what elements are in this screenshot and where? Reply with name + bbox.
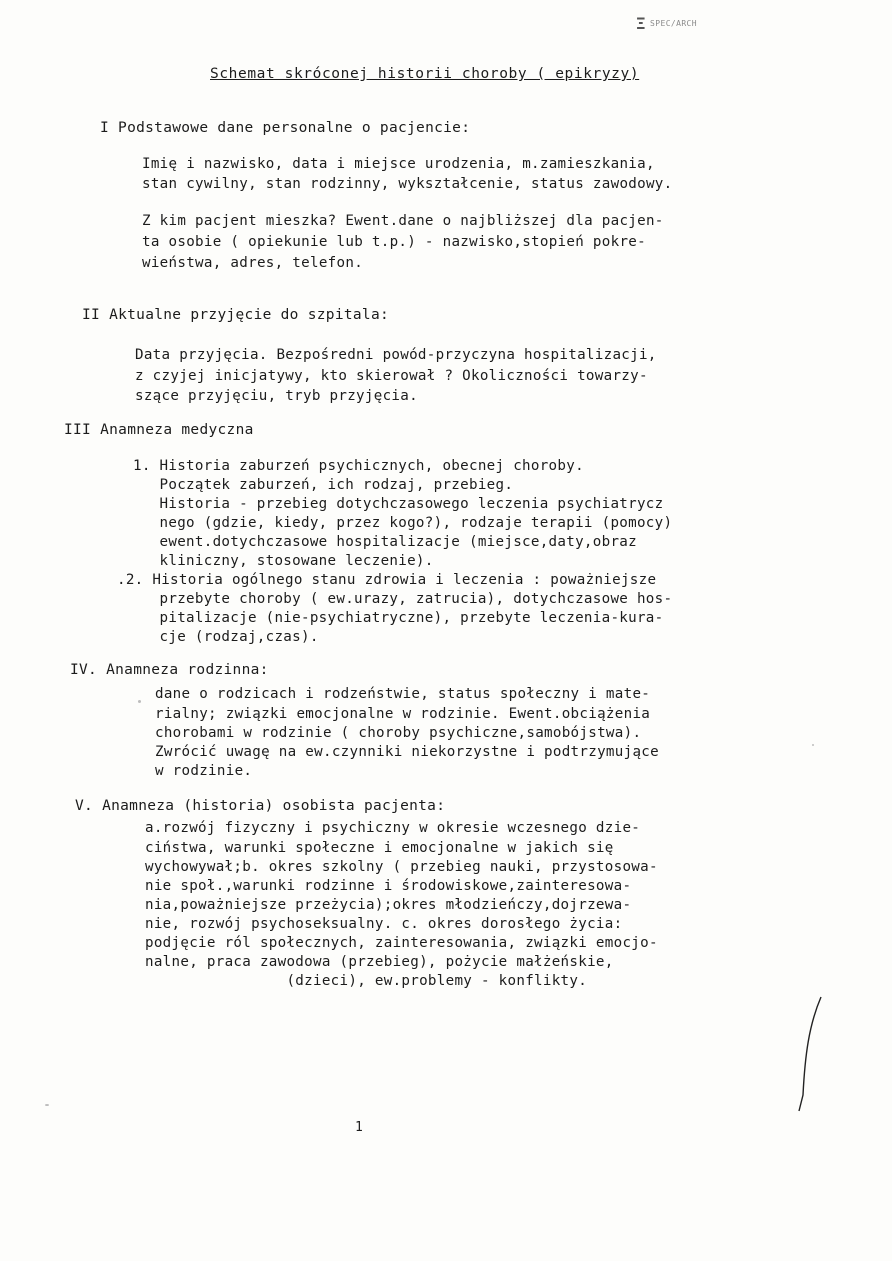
section-line: kliniczny, stosowane leczenie). [133, 553, 434, 569]
section-line: a.rozwój fizyczny i psychiczny w okresie wczesnego dzie- [145, 820, 641, 836]
section-line: Początek zaburzeń, ich rodzaj, przebieg. [133, 477, 514, 493]
section-line: w rodzinie. [155, 763, 253, 779]
section-line: nie, rozwój psychoseksualny. c. okres dorosłego życia: [145, 916, 623, 932]
scan-speck [138, 700, 141, 703]
section-line: szące przyjęciu, tryb przyjęcia. [135, 388, 418, 404]
section-heading-medical-anamnesis: III Anamneza medyczna [64, 422, 254, 438]
section-line: ciństwa, warunki społeczne i emocjonalne w jakich się [145, 840, 614, 856]
section-line: nalne, praca zawodowa (przebieg), pożycie małżeńskie, [145, 954, 614, 970]
section-line: ta osobie ( opiekunie lub t.p.) - nazwisko,stopień pokre- [142, 234, 646, 250]
section-heading-personal-data: I Podstawowe dane personalne o pacjencie: [100, 120, 471, 136]
stamp-text: SPEC/ARCH [650, 19, 697, 28]
section-line: chorobami w rodzinie ( choroby psychiczne,samobójstwa). [155, 725, 642, 741]
section-line: (dzieci), ew.problemy - konflikty. [145, 973, 588, 989]
page-number: 1 [355, 1120, 363, 1135]
section-line: Data przyjęcia. Bezpośredni powód-przyczyna hospitalizacji, [135, 347, 657, 363]
section-line: nie społ.,warunki rodzinne i środowiskowe,zainteresowa- [145, 878, 632, 894]
section-line: wieństwa, adres, telefon. [142, 255, 364, 271]
section-line: pitalizacje (nie-psychiatryczne), przebyte leczenia-kura- [133, 610, 664, 626]
archive-stamp [636, 14, 796, 42]
section-heading-admission: II Aktualne przyjęcie do szpitala: [82, 307, 390, 323]
section-line: Z kim pacjent mieszka? Ewent.dane o najbliższej dla pacjen- [142, 213, 664, 229]
section-line: przebyte choroby ( ew.urazy, zatrucia), dotychczasowe hos- [133, 591, 673, 607]
section-line: Imię i nazwisko, data i miejsce urodzenia, m.zamieszkania, [142, 156, 655, 172]
margin-pen-stroke [795, 995, 825, 1115]
scan-speck [45, 1104, 49, 1106]
section-line: cje (rodzaj,czas). [133, 629, 319, 645]
scan-speck [812, 744, 814, 746]
section-line: rialny; związki emocjonalne w rodzinie. Ewent.obciążenia [155, 706, 651, 722]
section-line: stan cywilny, stan rodzinny, wykształcenie, status zawodowy. [142, 176, 673, 192]
section-line: dane o rodzicach i rodzeństwie, status społeczny i mate- [155, 686, 651, 702]
section-line: 1. Historia zaburzeń psychicznych, obecnej choroby. [133, 458, 584, 474]
section-line: Historia - przebieg dotychczasowego leczenia psychiatrycz [133, 496, 664, 512]
section-line: ewent.dotychczasowe hospitalizacje (miejsce,daty,obraz [133, 534, 637, 550]
section-line: nia,poważniejsze przeżycia);okres młodzieńczy,dojrzewa- [145, 897, 632, 913]
section-heading-family-anamnesis: IV. Anamneza rodzinna: [70, 662, 269, 678]
section-line: podjęcie ról społecznych, zainteresowania, związki emocjo- [145, 935, 658, 951]
section-line: nego (gdzie, kiedy, przez kogo?), rodzaje terapii (pomocy) [133, 515, 673, 531]
section-line: Zwrócić uwagę na ew.czynniki niekorzystne i podtrzymujące [155, 744, 659, 760]
section-line: z czyjej inicjatywy, kto skierował ? Okoliczności towarzy- [135, 368, 648, 384]
section-line: .2. Historia ogólnego stanu zdrowia i leczenia : poważniejsze [117, 572, 657, 588]
section-heading-personal-history: V. Anamneza (historia) osobista pacjenta: [75, 798, 446, 814]
stamp-mark-icon: Ξ [636, 14, 647, 33]
document-title: Schemat skróconej historii choroby ( epikryzy) [210, 66, 640, 82]
section-line: wychowywał;b. okres szkolny ( przebieg nauki, przystosowa- [145, 859, 658, 875]
